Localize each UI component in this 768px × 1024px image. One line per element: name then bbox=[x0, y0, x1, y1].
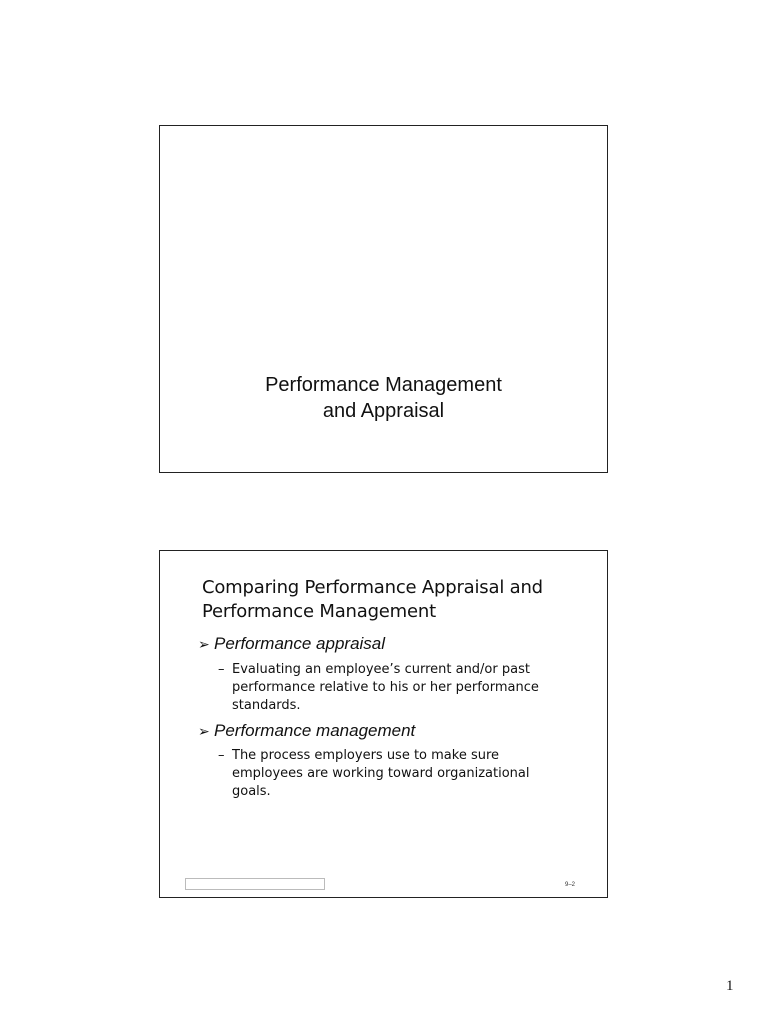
arrow-bullet-icon: ➢ bbox=[198, 636, 210, 652]
slide-heading bbox=[202, 576, 592, 624]
sub-bullet-management-definition bbox=[218, 747, 568, 801]
slide-title bbox=[159, 125, 608, 473]
slide-footer-box bbox=[185, 878, 325, 890]
bullet-performance-management bbox=[198, 720, 415, 742]
title-line-2: and Appraisal bbox=[322, 400, 445, 422]
sub-bullet-appraisal-definition bbox=[218, 661, 568, 715]
sub-line: employees are working toward organizational bbox=[232, 766, 530, 781]
bullet-performance-appraisal bbox=[198, 633, 385, 655]
bullet-label: Performance appraisal bbox=[214, 634, 386, 653]
bullet-label: Performance management bbox=[214, 721, 416, 740]
page-number: 1 bbox=[726, 978, 734, 994]
dash-marker: – bbox=[218, 662, 225, 677]
arrow-bullet-icon: ➢ bbox=[198, 723, 210, 739]
title-line-1: Performance Management bbox=[265, 374, 502, 396]
sub-line: performance relative to his or her performance bbox=[232, 680, 539, 695]
sub-line: standards. bbox=[232, 698, 301, 713]
slide-title-text bbox=[160, 372, 607, 424]
dash-marker: – bbox=[218, 748, 225, 763]
sub-line: goals. bbox=[232, 784, 271, 799]
heading-line-1: Comparing Performance Appraisal and bbox=[202, 577, 543, 598]
sub-line: Evaluating an employee’s current and/or past bbox=[232, 662, 530, 677]
slide-comparison bbox=[159, 550, 608, 898]
slide-number: 9–2 bbox=[565, 882, 576, 888]
heading-line-2: Performance Management bbox=[202, 601, 436, 622]
sub-line: The process employers use to make sure bbox=[232, 748, 500, 763]
